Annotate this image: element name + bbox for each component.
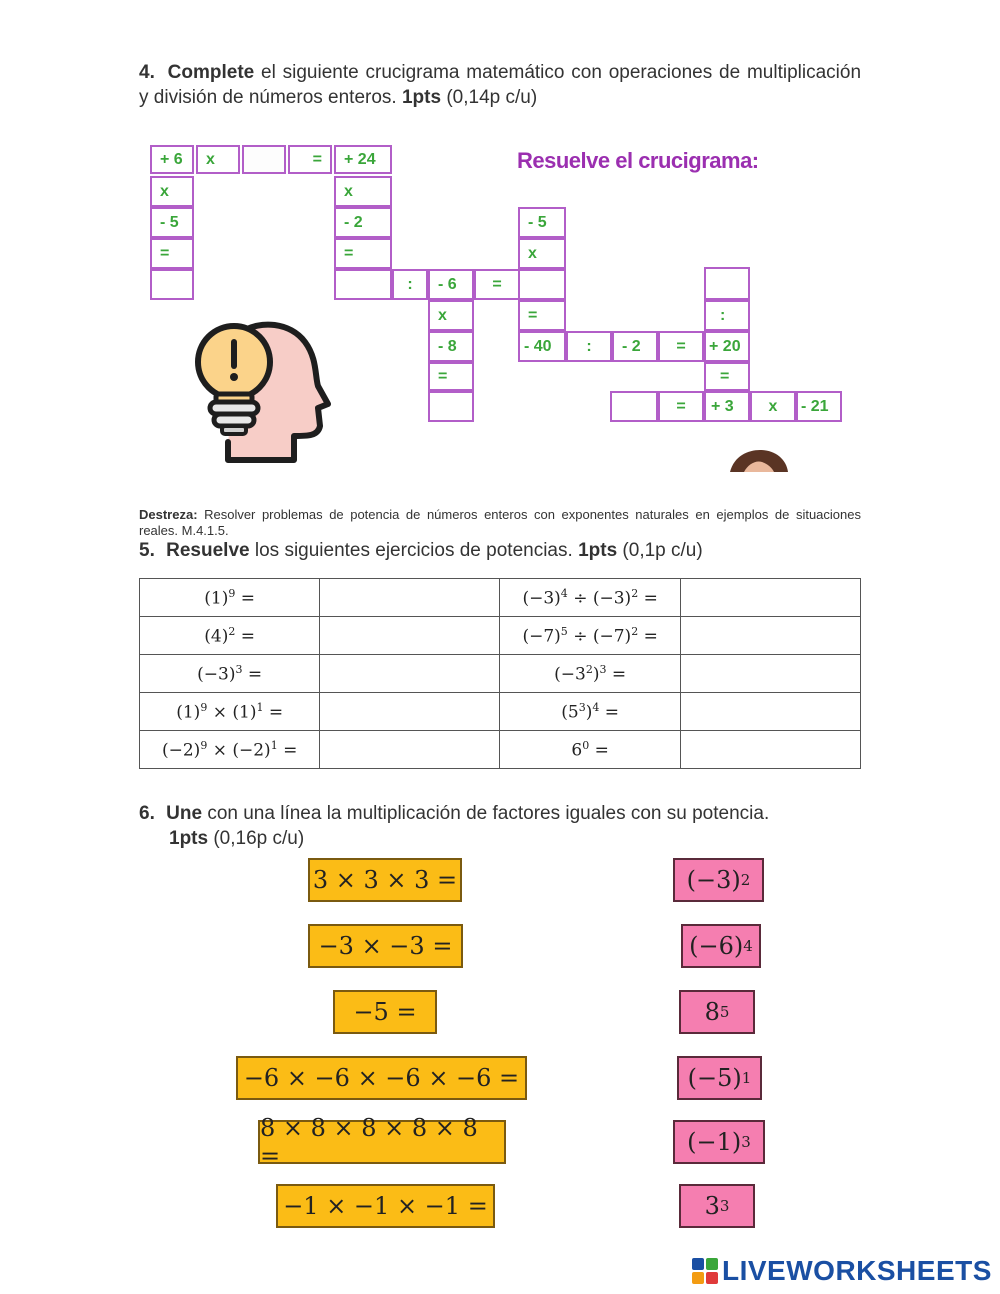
answer-cell[interactable] xyxy=(680,579,860,617)
crossword-cell: + 20 xyxy=(704,331,750,362)
powers-table-row xyxy=(140,617,861,655)
crossword-cell: x xyxy=(428,300,474,331)
answer-cell[interactable] xyxy=(320,617,500,655)
crossword-answer-cell[interactable] xyxy=(150,269,194,300)
question-6 xyxy=(139,801,861,851)
power-base: (−1) xyxy=(687,1128,742,1156)
crossword-cell: x xyxy=(750,391,796,422)
matching-right-item[interactable] xyxy=(679,990,755,1034)
power-exponent: 2 xyxy=(740,871,751,889)
crossword-cell: - 2 xyxy=(334,207,392,238)
power-expression: $(-2)^9 \times (-2)^1$ = xyxy=(140,731,320,769)
crossword-cell: - 8 xyxy=(428,331,474,362)
crossword-answer-cell[interactable] xyxy=(334,269,392,300)
power-exponent: 5 xyxy=(719,1003,730,1021)
crossword-cell: = xyxy=(288,145,332,174)
answer-cell[interactable] xyxy=(680,655,860,693)
crossword-cell: = xyxy=(428,362,474,391)
crossword-cell: - 5 xyxy=(150,207,194,238)
question-number: 5. xyxy=(139,540,155,561)
crossword-cell: + 24 xyxy=(334,145,392,174)
power-expression: $(5^3)^4$ = xyxy=(500,693,680,731)
power-base: 8 xyxy=(704,998,720,1026)
answer-cell[interactable] xyxy=(680,693,860,731)
question-keyword: Une xyxy=(166,803,203,824)
liveworksheets-logo[interactable] xyxy=(692,1255,992,1287)
question-points-detail: (0,14p c/u) xyxy=(441,87,538,108)
powers-table xyxy=(139,578,861,769)
matching-left-item[interactable]: −5 = xyxy=(333,990,437,1034)
crossword-cell: = xyxy=(334,238,392,269)
matching-left-item[interactable]: −1 × −1 × −1 = xyxy=(276,1184,495,1228)
crossword-answer-cell[interactable] xyxy=(610,391,658,422)
question-keyword: Complete xyxy=(167,62,255,83)
character-head-icon xyxy=(728,448,790,472)
matching-right-item[interactable] xyxy=(673,858,764,902)
crossword-cell: = xyxy=(704,362,750,391)
power-exponent: 3 xyxy=(741,1133,751,1151)
question-points-detail: (0,1p c/u) xyxy=(617,540,703,561)
question-5 xyxy=(139,538,861,563)
question-number: 6. xyxy=(139,803,155,824)
crossword-cell: - 40 xyxy=(518,331,566,362)
crossword-answer-cell[interactable] xyxy=(704,267,750,300)
crossword-cell: x xyxy=(334,176,392,207)
power-expression: $6^0$ = xyxy=(500,731,680,769)
crossword-cell: + 6 xyxy=(150,145,194,174)
crossword-answer-cell[interactable] xyxy=(518,269,566,300)
crossword-cell: + 3 xyxy=(704,391,750,422)
crossword-cell: - 2 xyxy=(612,331,658,362)
crossword-title: Resuelve el crucigrama: xyxy=(517,148,759,173)
crossword-cell: : xyxy=(704,300,750,331)
power-expression: $(4)^2$ = xyxy=(140,617,320,655)
lightbulb-head-icon xyxy=(190,314,335,466)
power-expression: $(1)^9 \times (1)^1$ = xyxy=(140,693,320,731)
power-exponent: 3 xyxy=(719,1197,730,1215)
question-number: 4. xyxy=(139,62,155,83)
brand-name: LIVEWORKSHEETS xyxy=(722,1255,992,1286)
crossword-cell: = xyxy=(150,238,194,269)
power-base: (−6) xyxy=(689,932,744,960)
matching-left-item[interactable]: 8 × 8 × 8 × 8 × 8 = xyxy=(258,1120,506,1164)
matching-right-item[interactable] xyxy=(679,1184,755,1228)
crossword-cell: - 21 xyxy=(796,391,842,422)
answer-cell[interactable] xyxy=(680,617,860,655)
question-points: 1pts xyxy=(401,87,442,108)
matching-left-item[interactable]: −3 × −3 = xyxy=(308,924,463,968)
power-expression: $(-3)^4 \div (-3)^2$ = xyxy=(500,579,680,617)
crossword-answer-cell[interactable] xyxy=(242,145,286,174)
answer-cell[interactable] xyxy=(320,731,500,769)
skill-text: Resolver problemas de potencia de números enteros con exponentes naturales en ejemplos de situaciones reales. M.4.1.5. xyxy=(139,507,861,538)
crossword-cell: x xyxy=(518,238,566,269)
crossword-cell: x xyxy=(150,176,194,207)
crossword-cell: = xyxy=(518,300,566,331)
power-exponent: 4 xyxy=(743,937,753,955)
power-expression: $(1)^9$ = xyxy=(140,579,320,617)
crossword-cell: : xyxy=(566,331,612,362)
question-points: 1pts xyxy=(169,828,209,849)
answer-cell[interactable] xyxy=(320,579,500,617)
answer-cell[interactable] xyxy=(680,731,860,769)
powers-table-row xyxy=(140,693,861,731)
question-points: 1pts xyxy=(578,540,618,561)
power-expression: $(-7)^5 \div (-7)^2$ = xyxy=(500,617,680,655)
matching-right-item[interactable] xyxy=(681,924,761,968)
crossword-cell: - 6 xyxy=(428,269,474,300)
crossword-cell: = xyxy=(658,331,704,362)
crossword-cell: - 5 xyxy=(518,207,566,238)
powers-table-row xyxy=(140,579,861,617)
skill-label: Destreza: xyxy=(139,507,198,522)
crossword-cell: : xyxy=(392,269,428,300)
answer-cell[interactable] xyxy=(320,693,500,731)
power-exponent: 1 xyxy=(741,1069,752,1087)
power-base: (−3) xyxy=(686,866,741,894)
matching-right-item[interactable] xyxy=(673,1120,765,1164)
question-text: los siguientes ejercicios de potencias. xyxy=(249,540,579,561)
power-base: (−5) xyxy=(687,1064,742,1092)
matching-right-item[interactable] xyxy=(677,1056,762,1100)
liveworksheets-logo-icon xyxy=(692,1258,718,1284)
powers-table-row xyxy=(140,731,861,769)
powers-table-row xyxy=(140,655,861,693)
power-base: 3 xyxy=(704,1192,720,1220)
power-expression: $(-3^2)^3$ = xyxy=(500,655,680,693)
question-4 xyxy=(139,60,861,110)
question-keyword: Resuelve xyxy=(166,540,250,561)
answer-cell[interactable] xyxy=(320,655,500,693)
question-text: el siguiente crucigrama matemático con operaciones de multiplicación y división de números enteros. xyxy=(139,62,862,108)
question-points-detail: (0,16p c/u) xyxy=(208,828,305,849)
crossword-cell: = xyxy=(474,269,520,300)
matching-left-item[interactable]: −6 × −6 × −6 × −6 = xyxy=(236,1056,527,1100)
matching-left-item[interactable]: 3 × 3 × 3 = xyxy=(308,858,462,902)
question-text: con una línea la multiplicación de factores iguales con su potencia. xyxy=(202,803,770,824)
skill-note xyxy=(139,507,861,539)
crossword-cell: = xyxy=(658,391,704,422)
crossword-cell: x xyxy=(196,145,240,174)
power-expression: $(-3)^3$ = xyxy=(140,655,320,693)
crossword-answer-cell[interactable] xyxy=(428,391,474,422)
